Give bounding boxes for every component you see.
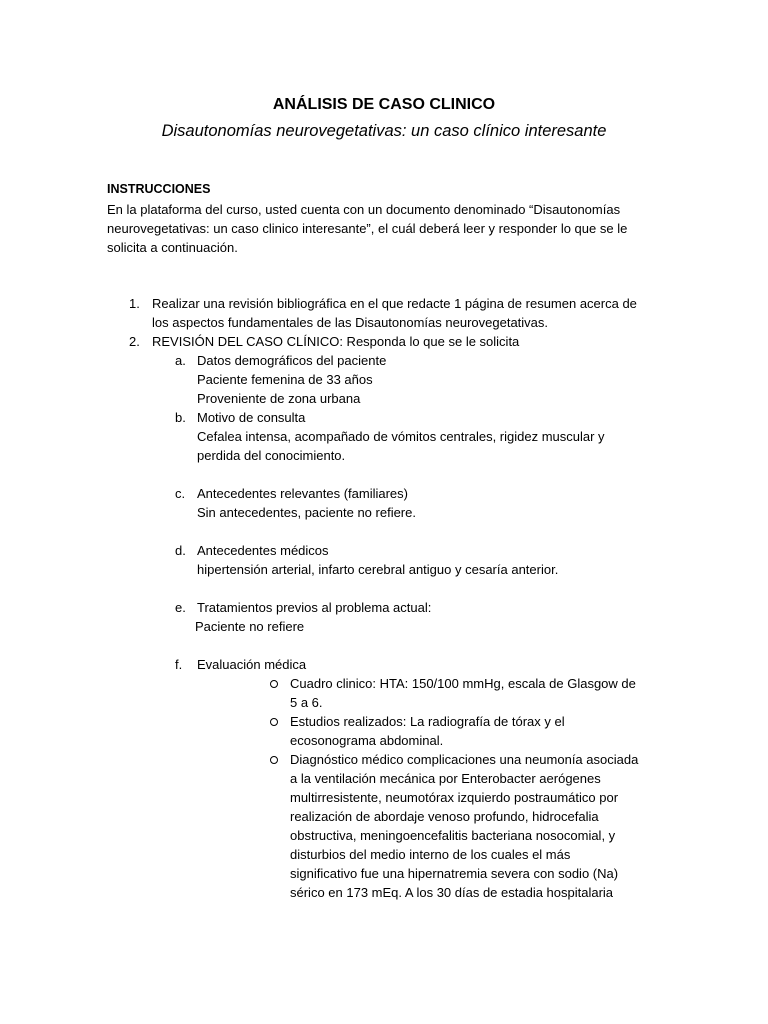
section-body-line: Paciente femenina de 33 años: [197, 372, 373, 387]
bullet-line: significativo fue una hipernatremia severa con sodio (Na): [290, 866, 619, 881]
list-number: 1.: [129, 296, 140, 311]
list-item-line: REVISIÓN DEL CASO CLÍNICO: Responda lo que se le solicita: [152, 334, 520, 349]
section-letter: a.: [175, 353, 186, 368]
section-letter: f.: [175, 657, 183, 672]
section-body-line: hipertensión arterial, infarto cerebral antiguo y cesaría anterior.: [197, 562, 559, 577]
bullet-line: obstructiva, meningoencefalitis bacteriana nosocomial, y: [290, 828, 616, 843]
paragraph-line: solicita a continuación.: [107, 240, 238, 255]
section-title: Antecedentes médicos: [197, 543, 329, 558]
bullet-line: Diagnóstico médico complicaciones una neumonía asociada: [290, 752, 639, 767]
bullet-line: realización de abordaje venoso profundo, hidrocefalia: [290, 809, 599, 824]
bullet-line: sérico en 173 mEq. A los 30 días de estadia hospitalaria: [290, 885, 614, 900]
section-title: Evaluación médica: [197, 657, 307, 672]
bullet-line: disturbios del medio interno de los cuales el más: [290, 847, 571, 862]
paragraph-line: En la plataforma del curso, usted cuenta con un documento denominado “Disautonomías: [107, 202, 621, 217]
page-title: ANÁLISIS DE CASO CLINICO: [272, 96, 496, 113]
bullet-circle-icon: [270, 718, 278, 726]
section-body-line: Sin antecedentes, paciente no refiere.: [197, 505, 416, 520]
instructions-heading: INSTRUCCIONES: [107, 182, 211, 196]
section-title: Datos demográficos del paciente: [197, 353, 387, 368]
list-item-line: Realizar una revisión bibliográfica en el que redacte 1 página de resumen acerca de: [152, 296, 637, 311]
section-body-line: perdida del conocimiento.: [197, 448, 346, 463]
bullet-circle-icon: [270, 756, 278, 764]
section-title: Tratamientos previos al problema actual:: [197, 600, 432, 615]
bullet-line: multirresistente, neumotórax izquierdo postraumático por: [290, 790, 619, 805]
bullet-line: Cuadro clinico: HTA: 150/100 mmHg, escala de Glasgow de: [290, 676, 636, 691]
section-title: Antecedentes relevantes (familiares): [197, 486, 408, 501]
section-letter: d.: [175, 543, 186, 558]
paragraph-line: neurovegetativas: un caso clinico interesante”, el cuál deberá leer y responder lo que se le: [107, 221, 628, 236]
section-title: Motivo de consulta: [197, 410, 306, 425]
section-letter: e.: [175, 600, 186, 615]
bullet-line: Estudios realizados: La radiografía de tórax y el: [290, 714, 565, 729]
section-letter: b.: [175, 410, 186, 425]
bullet-circle-icon: [270, 680, 278, 688]
list-item-line: los aspectos fundamentales de las Disautonomías neurovegetativas.: [152, 315, 549, 330]
bullet-line: 5 a 6.: [290, 695, 323, 710]
section-body-line: Proveniente de zona urbana: [197, 391, 361, 406]
section-letter: c.: [175, 486, 186, 501]
page-subtitle: Disautonomías neurovegetativas: un caso clínico interesante: [161, 122, 607, 140]
section-body-line: Cefalea intensa, acompañado de vómitos centrales, rigidez muscular y: [197, 429, 605, 444]
section-body-line: Paciente no refiere: [195, 619, 305, 634]
bullet-line: a la ventilación mecánica por Enterobacter aerógenes: [290, 771, 601, 786]
bullet-line: ecosonograma abdominal.: [290, 733, 444, 748]
instructions-paragraph: [107, 200, 660, 257]
list-number: 2.: [129, 334, 140, 349]
